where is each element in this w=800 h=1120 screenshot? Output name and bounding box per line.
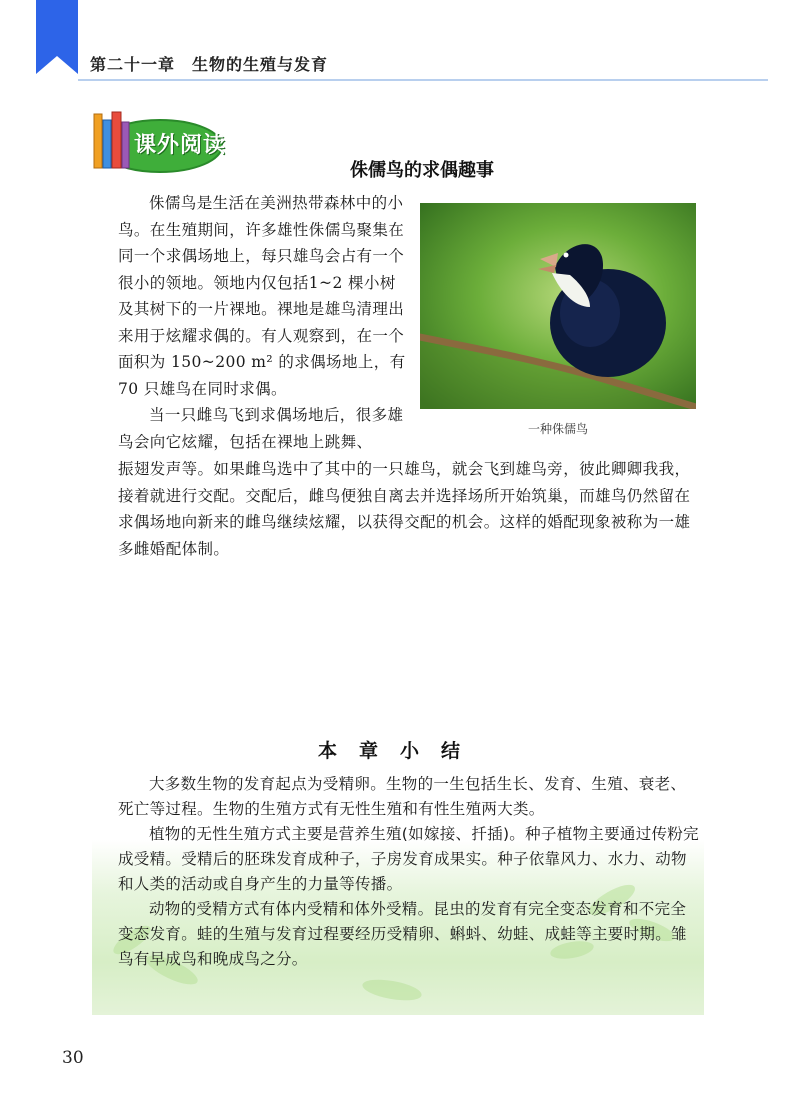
reading-badge-label: 课外阅读 xyxy=(134,133,227,158)
summary-title: 本章小结 xyxy=(317,740,482,762)
summary-paragraph-2: 植物的无性生殖方式主要是营养生殖(如嫁接、扦插)。种子植物主要通过传粉完成受精。受精后的胚珠发育成种子，子房发育成果实。种子依靠风力、水力、动物和人类的活动或自身产生的力量等传播。 xyxy=(118,825,699,893)
article-title: 侏儒鸟的求偶趣事 xyxy=(350,160,494,181)
manakin-photo xyxy=(420,203,696,409)
article-paragraph-2-rest: 振翅发声等。如果雌鸟选中了其中的一只雄鸟，就会飞到雄鸟旁，彼此卿卿我我，接着就进行交配。交配后，雌鸟便独自离去并选择场所开始筑巢，而雄鸟仍然留在求偶场地向新来的雌鸟继续炫耀，以获得交配的机会。这样的婚配现象被称为一雄多雌婚配体制。 xyxy=(118,460,691,558)
summary-paragraph-3: 动物的受精方式有体内受精和体外受精。昆虫的发育有完全变态发育和不完全变态发育。蛙的生殖与发育过程要经历受精卵、蝌蚪、幼蛙、成蛙等主要时期。雏鸟有早成鸟和晚成鸟之分。 xyxy=(118,900,687,968)
article-left-column xyxy=(118,190,410,455)
photo-caption: 一种侏儒鸟 xyxy=(527,422,588,436)
reading-badge xyxy=(92,110,252,176)
article-continuation xyxy=(118,456,700,562)
header-divider xyxy=(78,79,768,81)
article-paragraph-1: 侏儒鸟是生活在美洲热带森林中的小鸟。在生殖期间，许多雄性侏儒鸟聚集在同一个求偶场地上，每只雄鸟会占有一个很小的领地。领地内仅包括1~2 棵小树及其树下的一片裸地。裸地是雄鸟清理出来用于炫耀求偶的。有人观察到，在一个面积为 150~200 m² 的求偶场地上，有 70 只雄鸟在同时求偶。 xyxy=(118,194,406,398)
summary-paragraph-1: 大多数生物的发育起点为受精卵。生物的一生包括生长、发育、生殖、衰老、死亡等过程。生物的生殖方式有无性生殖和有性生殖两大类。 xyxy=(118,775,687,818)
chapter-tab-notch xyxy=(36,56,78,74)
article-paragraph-2-start: 当一只雌鸟飞到求偶场地后，很多雄鸟会向它炫耀，包括在裸地上跳舞、 xyxy=(118,406,404,451)
summary-body xyxy=(118,772,700,972)
chapter-title: 第二十一章 生物的生殖与发育 xyxy=(90,55,329,74)
page-number: 30 xyxy=(62,1048,84,1068)
